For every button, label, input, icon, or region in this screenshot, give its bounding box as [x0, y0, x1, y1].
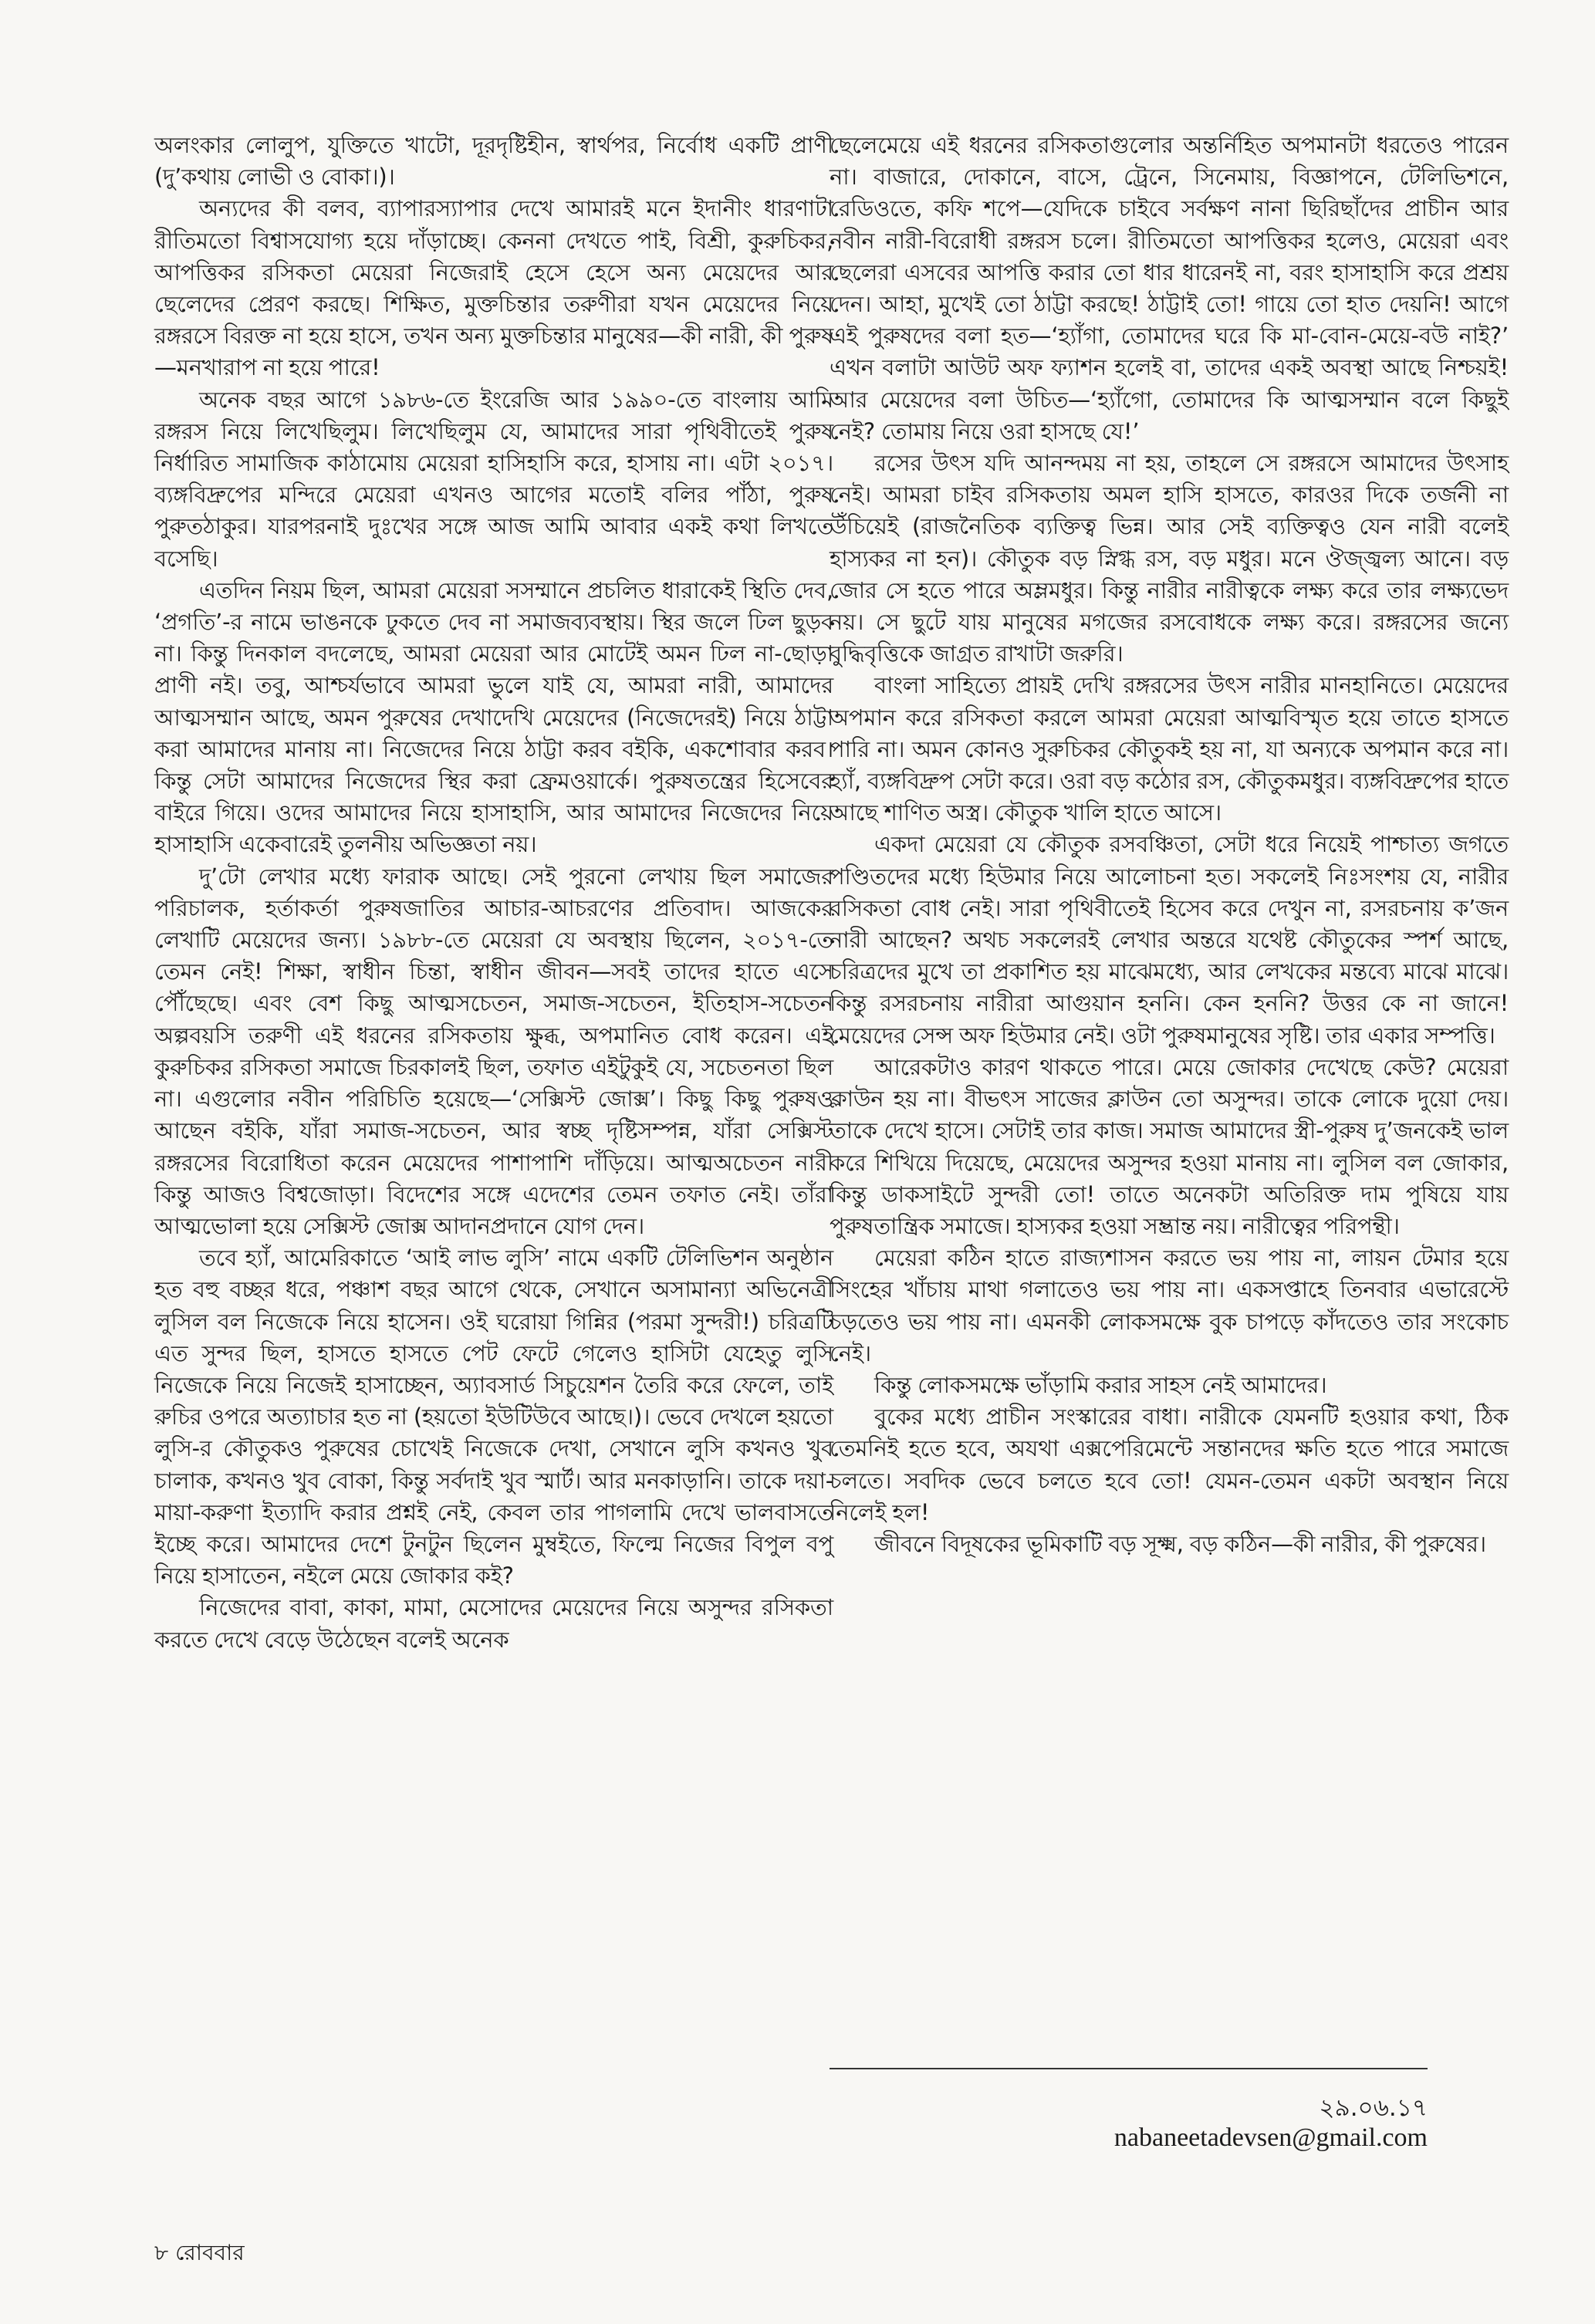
paragraph: কিন্তু লোকসমক্ষে ভাঁড়ামি করার সাহস নেই আমাদের। [874, 1371, 1327, 1398]
author-email: nabaneetadevsen@gmail.com [1113, 2123, 1428, 2152]
signature-divider [830, 2068, 1428, 2069]
paragraph: বাংলা সাহিত্যে প্রায়ই দেখি রঙ্গরসের উৎস নারীর মানহানিতে। মেয়েদের অপমান করে রসিকতা করলে আমরা মেয়েরা আত্মবিস্মৃত হয়ে তাতে হাসতে পারি না। অমন কোনও সুরুচিকর কৌতুকই হয় না, যা অন্যকে অপমান করে না। হ্যাঁ, ব্যঙ্গবিদ্রুপ সেটা করে। ওরা বড় কঠোর রস, কৌতুকমধুর। ব্যঙ্গবিদ্রুপের হাতে আছে শাণিত অস্ত্র। কৌতুক খালি হাতে আসে। [830, 672, 1509, 826]
paragraph: আরেকটাও কারণ থাকতে পারে। মেয়ে জোকার দেখেছে কেউ? মেয়েরা ক্লাউন হয় না। বীভৎস সাজের ক্লাউন তো অসুন্দর। তাকে লোকে দুয়ো দেয়। তাকে দেখে হাসে। সেটাই তার কাজ। সমাজ আমাদের স্ত্রী-পুরুষ দু’জনকেই ভাল করে শিখিয়ে দিয়েছে, মেয়েদের অসুন্দর হওয়া মানায় না। লুসিল বল জোকার, কিন্তু ডাকসাইটে সুন্দরী তো! তাতে অনেকটা অতিরিক্ত দাম পুষিয়ে যায় পুরুষতান্ত্রিক সমাজে। হাস্যকর হওয়া সম্ভ্রান্ত নয়। নারীত্বের পরিপন্থী। [830, 1053, 1509, 1239]
article-column-right [830, 130, 1509, 1560]
paragraph: তবে হ্যাঁ, আমেরিকাতে ‘আই লাভ লুসি’ নামে একটি টেলিভিশন অনুষ্ঠান হত বহু বচ্ছর ধরে, পঞ্চাশ বছর আগে থেকে, সেখানে অসামান্যা অভিনেত্রী লুসিল বল নিজেকে নিয়ে হাসেন। ওই ঘরোয়া গিন্নির (পরমা সুন্দরী!) চরিত্রটি এত সুন্দর ছিল, হাসতে হাসতে পেট ফেটে গেলেও হাসিটা যেহেতু লুসি নিজেকে নিয়ে নিজেই হাসাচ্ছেন, অ্যাবসার্ড সিচুয়েশন তৈরি করে ফেলে, তাই রুচির ওপরে অত্যাচার হত না (হয়তো ইউটিউবে আছে।)। ভেবে দেখলে হয়তো লুসি-র কৌতুকও পুরুষের চোখেই নিজেকে দেখা, সেখানে লুসি কখনও খুব চালাক, কখনও খুব বোকা, কিন্তু সর্বদাই খুব স্মার্ট। আর মনকাড়ানি। তাকে দয়া-মায়া-করুণা ইত্যাদি করার প্রশ্নই নেই, কেবল তার পাগলামি দেখে ভালবাসতে ইচ্ছে করে। আমাদের দেশে টুনটুন ছিলেন মুম্বইতে, ফিল্মে নিজের বিপুল বপু নিয়ে হাসাতেন, নইলে মেয়ে জোকার কই? [154, 1245, 833, 1589]
paragraph: জীবনে বিদূষকের ভূমিকাটি বড় সূক্ষ্ম, বড় কঠিন—কী নারীর, কী পুরুষের। [874, 1530, 1486, 1557]
article-date: ২৯.০৬.১৭ [1319, 2094, 1428, 2122]
article-column-left [154, 130, 833, 1656]
paragraph: একদা মেয়েরা যে কৌতুক রসবঞ্চিতা, সেটা ধরে নিয়েই পাশ্চাত্য জগতে পণ্ডিতদের মধ্যে হিউমার নিয়ে আলোচনা হত। সকলেই নিঃসংশয় যে, নারীর রসিকতা বোধ নেই। সারা পৃথিবীতেই হিসেব করে দেখুন না, রসরচনায় ক’জন নারী আছেন? অথচ সকলেরই লেখার অন্তরে যথেষ্ট কৌতুকের স্পর্শ আছে, চরিত্রদের মুখে তা প্রকাশিত হয় মাঝেমধ্যে, আর লেখকের মন্তব্যে মাঝে মাঝে। কিন্তু রসরচনায় নারীরা আগুয়ান হননি। কেন হননি? উত্তর কে না জানে! মেয়েদের সেন্স অফ হিউমার নেই। ওটা পুরুষমানুষের সৃষ্টি। তার একার সম্পত্তি। [830, 831, 1509, 1049]
paragraph: বুকের মধ্যে প্রাচীন সংস্কারের বাধা। নারীকে যেমনটি হওয়ার কথা, ঠিক তেমনিই হতে হবে, অযথা এক্সপেরিমেন্টে সন্তানদের ক্ষতি হতে পারে সমাজে চলতে। সবদিক ভেবে চলতে হবে তো! যেমন-তেমন একটা অবস্থান নিয়ে নিলেই হল! [830, 1404, 1509, 1525]
paragraph: অনেক বছর আগে ১৯৮৬-তে ইংরেজি আর ১৯৯০-তে বাংলায় আমি রঙ্গরস নিয়ে লিখেছিলুম। লিখেছিলুম যে, আমাদের সারা পৃথিবীতেই পুরুষ নির্ধারিত সামাজিক কাঠামোয় মেয়েরা হাসিহাসি করে, হাসায় না। এটা ২০১৭। ব্যঙ্গবিদ্রুপের মন্দিরে মেয়েরা এখনও আগের মতোই বলির পাঁঠা, পুরুষ পুরুতঠাকুর। যারপরনাই দুঃখের সঙ্গে আজ আমি আবার একই কথা লিখতে বসেছি। [154, 386, 833, 572]
paragraph: দু’টো লেখার মধ্যে ফারাক আছে। সেই পুরনো লেখায় ছিল সমাজের পরিচালক, হর্তাকর্তা পুরুষজাতির আচার-আচরণের প্রতিবাদ। আজকের লেখাটি মেয়েদের জন্য। ১৯৮৮-তে মেয়েরা যে অবস্থায় ছিলেন, ২০১৭-তে তেমন নেই! শিক্ষা, স্বাধীন চিন্তা, স্বাধীন জীবন—সবই তাদের হাতে এসে পৌঁছেছে। এবং বেশ কিছু আত্মসচেতন, সমাজ-সচেতন, ইতিহাস-সচেতন অল্পবয়সি তরুণী এই ধরনের রসিকতায় ক্ষুব্ধ, অপমানিত বোধ করেন। এই কুরুচিকর রসিকতা সমাজে চিরকালই ছিল, তফাত এইটুকুই যে, সচেতনতা ছিল না। এগুলোর নবীন পরিচিতি হয়েছে—‘সেক্সিস্ট জোক্স’। কিছু কিছু পুরুষও আছেন বইকি, যাঁরা সমাজ-সচেতন, আর স্বচ্ছ দৃষ্টিসম্পন্ন, যাঁরা সেক্সিস্ট রঙ্গরসের বিরোধিতা করেন মেয়েদের পাশাপাশি দাঁড়িয়ে। আত্মঅচেতন নারী কিন্তু আজও বিশ্বজোড়া। বিদেশের সঙ্গে এদেশের তেমন তফাত নেই। তাঁরা আত্মভোলা হয়ে সেক্সিস্ট জোক্স আদানপ্রদানে যোগ দেন। [154, 863, 833, 1239]
paragraph: এতদিন নিয়ম ছিল, আমরা মেয়েরা সসম্মানে প্রচলিত ধারাকেই স্থিতি দেব, ‘প্রগতি’-র নামে ভাঙনকে ঢুকতে দেব না সমাজব্যবস্থায়। স্থির জলে ঢিল ছুড়ব না। কিন্তু দিনকাল বদলেছে, আমরা মেয়েরা আর মোটেই অমন ঢিল না-ছোড়া প্রাণী নই। তবু, আশ্চর্যভাবে আমরা ভুলে যাই যে, আমরা নারী, আমাদের আত্মসম্মান আছে, অমন পুরুষের দেখাদেখি মেয়েদের (নিজেদেরই) নিয়ে ঠাট্টা করা আমাদের মানায় না। নিজেদের নিয়ে ঠাট্টা করব বইকি, একশোবার করব। কিন্তু সেটা আমাদের নিজেদের স্থির করা ফ্রেমওয়ার্কে। পুরুষতন্ত্রের হিসেবের বাইরে গিয়ে। ওদের আমাদের নিয়ে হাসাহাসি, আর আমাদের নিজেদের নিয়ে হাসাহাসি একেবারেই তুলনীয় অভিজ্ঞতা নয়। [154, 576, 833, 858]
paragraph: অলংকার লোলুপ, যুক্তিতে খাটো, দূরদৃষ্টিহীন, স্বার্থপর, নির্বোধ একটি প্রাণী (দু’কথায় লোভী ও বোকা।)। [154, 132, 833, 191]
paragraph: নিজেদের বাবা, কাকা, মামা, মেসোদের মেয়েদের নিয়ে অসুন্দর রসিকতা করতে দেখে বেড়ে উঠেছেন বলেই অনেক [154, 1594, 833, 1653]
page-folio: ৮ রোববার [154, 2240, 245, 2265]
paragraph: অন্যদের কী বলব, ব্যাপারস্যাপার দেখে আমারই মনে ইদানীং ধারণাটা রীতিমতো বিশ্বাসযোগ্য হয়ে দাঁড়াচ্ছে। কেননা দেখতে পাই, বিশ্রী, কুরুচিকর, আপত্তিকর রসিকতা মেয়েরা নিজেরাই হেসে হেসে অন্য মেয়েদের আর ছেলেদের প্রেরণ করছে। শিক্ষিত, মুক্তচিন্তার তরুণীরা যখন মেয়েদের নিয়ে রঙ্গরসে বিরক্ত না হয়ে হাসে, তখন অন্য মুক্তচিন্তার মানুষের—কী নারী, কী পুরুষ—মনখারাপ না হয়ে পারে! [154, 195, 833, 381]
paragraph: রসের উৎস যদি আনন্দময় না হয়, তাহলে সে রঙ্গরসে আমাদের উৎসাহ নেই। আমরা চাইব রসিকতায় অমল হাসি হাসতে, কারওর দিকে তর্জনী না উঁচিয়েই (রাজনৈতিক ব্যক্তিত্ব ভিন্ন। আর সেই ব্যক্তিত্বও যেন নারী বলেই হাস্যকর না হন)। কৌতুক বড় স্নিগ্ধ রস, বড় মধুর। মনে ঔজ্জ্বল্য আনে। বড় জোর সে হতে পারে অম্লমধুর। কিন্তু নারীর নারীত্বকে লক্ষ্য করে তার লক্ষ্যভেদ নয়। সে ছুটে যায় মানুষের মগজের রসবোধকে লক্ষ্য করে। রঙ্গরসের জন্যে বুদ্ধিবৃত্তিকে জাগ্রত রাখাটা জরুরি। [830, 450, 1509, 667]
paragraph: ছেলেমেয়ে এই ধরনের রসিকতাগুলোর অন্তর্নিহিত অপমানটা ধরতেও পারেন না। বাজারে, দোকানে, বাসে, ট্রেনে, সিনেমায়, বিজ্ঞাপনে, টেলিভিশনে, রেডিওতে, কফি শপে—যেদিকে চাইবে সর্বক্ষণ নানা ছিরিছাঁদের প্রাচীন আর নবীন নারী-বিরোধী রঙ্গরস চলে। রীতিমতো আপত্তিকর হলেও, মেয়েরা এবং ছেলেরা এসবের আপত্তি করার তো ধার ধারেনই না, বরং হাসাহাসি করে প্রশ্রয় দেন। আহা, মুখেই তো ঠাট্টা করছে! ঠাট্টাই তো! গায়ে তো হাত দেয়নি! আগে এই পুরুষদের বলা হত—‘হ্যাঁগা, তোমাদের ঘরে কি মা-বোন-মেয়ে-বউ নাই?’ এখন বলাটা আউট অফ ফ্যাশন হলেই বা, তাদের একই অবস্থা আছে নিশ্চয়ই! আর মেয়েদের বলা উচিত—‘হ্যাঁগো, তোমাদের কি আত্মসম্মান বলে কিছুই নেই? তোমায় নিয়ে ওরা হাসছে যে!’ [830, 132, 1509, 444]
paragraph: মেয়েরা কঠিন হাতে রাজ্যশাসন করতে ভয় পায় না, লায়ন টেমার হয়ে সিংহের খাঁচায় মাথা গলাতেও ভয় পায় না। একসপ্তাহে তিনবার এভারেস্টে চড়তেও ভয় পায় না। এমনকী লোকসমক্ষে বুক চাপড়ে কাঁদতেও তার সংকোচ নেই। [830, 1245, 1509, 1366]
